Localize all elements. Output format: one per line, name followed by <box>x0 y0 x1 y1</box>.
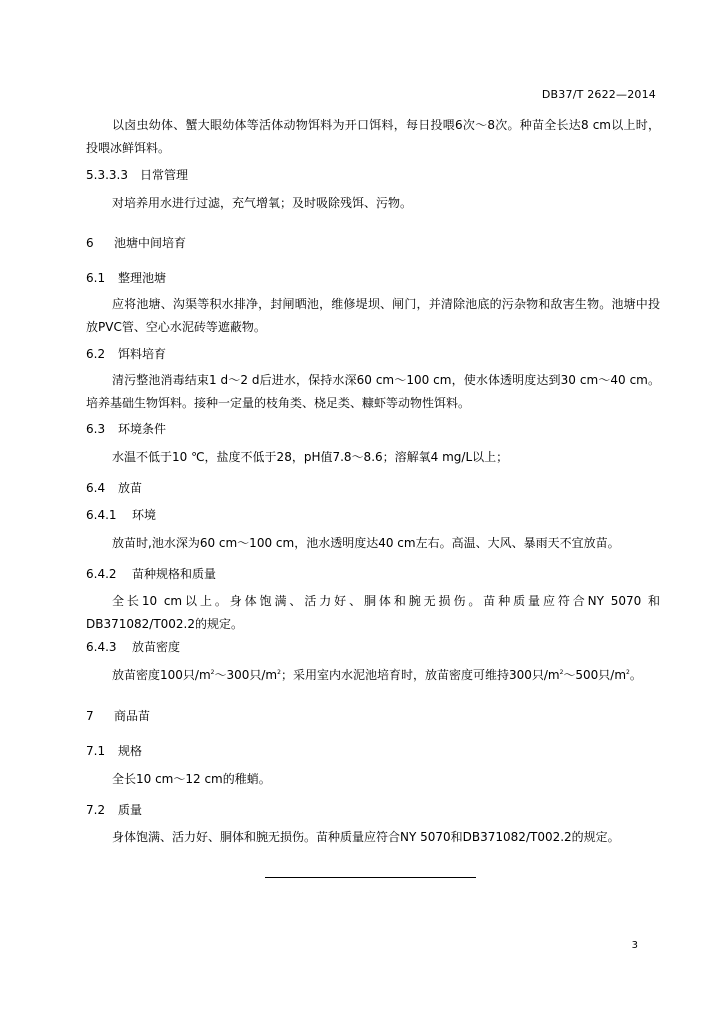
heading-6-4-3 <box>86 639 180 655</box>
heading-5-3-3-3 <box>86 167 188 183</box>
density-text-part: 放苗密度100只/m <box>112 668 211 682</box>
section-number: 6.2 <box>86 347 106 361</box>
section-title: 规格 <box>118 744 143 758</box>
end-of-document-rule <box>265 877 476 878</box>
heading-7-1 <box>86 743 142 759</box>
pond-preparation-paragraph: 应将池塘、沟渠等积水排净，封闸晒池，维修堤坝、闸门，并清除池底的污杂物和敌害生物。池塘中投放PVC管、空心水泥砖等遮蔽物。 <box>86 297 660 334</box>
density-text-part: ～300只/m <box>214 668 278 682</box>
section-number: 6.1 <box>86 271 106 285</box>
heading-7-2 <box>86 802 142 818</box>
superscript: 2 <box>559 669 564 676</box>
feeding-paragraph: 以卤虫幼体、蟹大眼幼体等活体动物饵料为开口饵料，每日投喂6次～8次。种苗全长达8 cm以上时，投喂冰鲜饵料。 <box>86 118 660 155</box>
section-title: 环境条件 <box>118 422 167 436</box>
heading-6-3 <box>86 421 166 437</box>
section-number: 6 <box>86 236 94 250</box>
heading-6-2 <box>86 346 166 362</box>
stocking-density-paragraph <box>86 664 660 687</box>
section-title: 商品苗 <box>114 709 151 723</box>
section-number: 6.4.3 <box>86 640 117 654</box>
section-title: 整理池塘 <box>118 271 167 285</box>
heading-6-4 <box>86 480 142 496</box>
density-text-part: ～500只/m <box>563 668 627 682</box>
quality-paragraph: 身体饱满、活力好、胴体和腕无损伤。苗种质量应符合NY 5070和DB371082/T002.2的规定。 <box>112 830 620 844</box>
section-number: 6.4.2 <box>86 567 117 581</box>
section-title: 环境 <box>132 508 157 522</box>
heading-7 <box>86 708 150 724</box>
superscript: 2 <box>277 669 281 676</box>
section-title: 苗种规格和质量 <box>132 567 217 581</box>
page-number: 3 <box>631 940 638 951</box>
section-number: 6.4 <box>86 481 106 495</box>
environment-conditions-paragraph: 水温不低于10 ℃，盐度不低于28，pH值7.8～8.6；溶解氧4 mg/L以上； <box>112 450 509 464</box>
section-number: 6.3 <box>86 422 106 436</box>
section-title: 饵料培育 <box>118 347 167 361</box>
heading-6-4-1 <box>86 507 156 523</box>
density-text-part: ；采用室内水泥池培育时，放苗密度可维持300只/m <box>280 668 560 682</box>
section-title: 质量 <box>118 803 143 817</box>
section-number: 7 <box>86 709 94 723</box>
heading-6-1 <box>86 270 166 286</box>
superscript: 2 <box>626 669 630 676</box>
stocking-environment-paragraph: 放苗时,池水深为60 cm～100 cm，池水透明度达40 cm左右。高温、大风、暴雨天不宜放苗。 <box>112 536 620 550</box>
standard-code: DB37/T 2622—2014 <box>541 88 656 101</box>
daily-management-paragraph: 对培养用水进行过滤，充气增氧；及时吸除残饵、污物。 <box>112 196 413 210</box>
heading-6-4-2 <box>86 566 216 582</box>
section-number: 5.3.3.3 <box>86 168 128 182</box>
section-title: 日常管理 <box>140 168 189 182</box>
feed-cultivation-paragraph: 清污整池消毒结束1 d～2 d后进水，保持水深60 cm～100 cm，使水体透明度达到30 cm～40 cm。培养基础生物饵料。接种一定量的枝角类、桡足类、糠虾等动物性饵料。 <box>86 373 660 410</box>
density-text-part: 。 <box>629 668 642 682</box>
section-number: 7.2 <box>86 803 106 817</box>
section-title: 放苗密度 <box>132 640 181 654</box>
section-title: 池塘中间培育 <box>114 236 187 250</box>
heading-6 <box>86 235 186 251</box>
section-title: 放苗 <box>118 481 143 495</box>
superscript: 2 <box>210 669 215 676</box>
specification-paragraph: 全长10 cm～12 cm的稚蛸。 <box>112 772 271 786</box>
section-number: 7.1 <box>86 744 106 758</box>
section-number: 6.4.1 <box>86 508 117 522</box>
seed-quality-paragraph: 全长10 cm以上。身体饱满、活力好、胴体和腕无损伤。苗种质量应符合NY 5070 和DB371082/T002.2的规定。 <box>86 594 660 631</box>
